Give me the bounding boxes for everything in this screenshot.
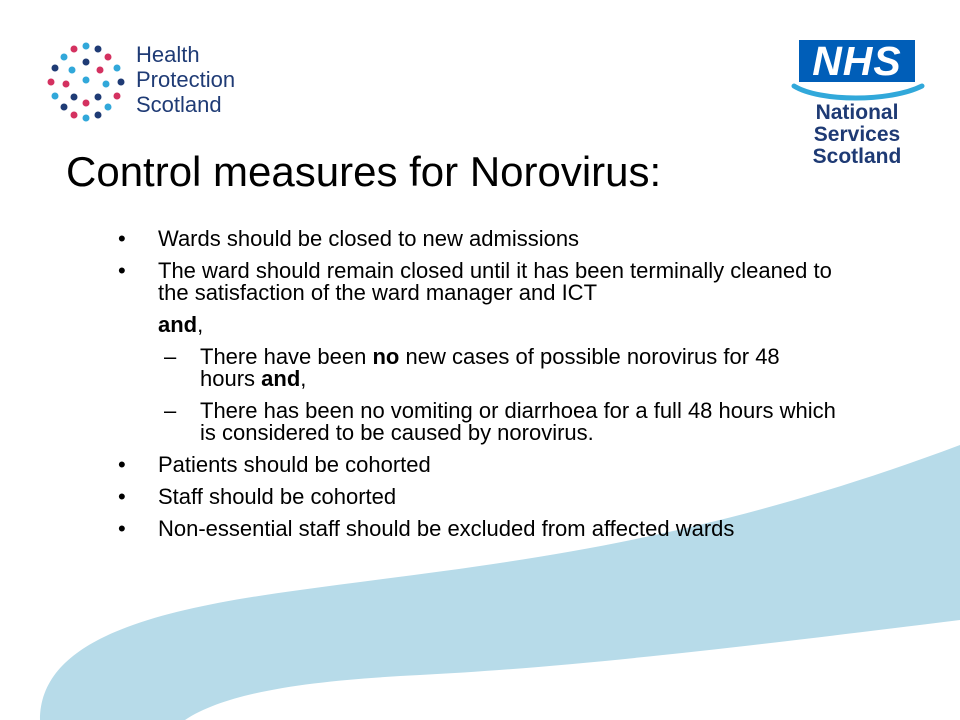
bullet-text: Patients should be cohorted <box>158 452 431 477</box>
list-item <box>118 518 838 540</box>
and-line <box>118 314 838 336</box>
nhs-logo-line-2: Services <box>813 123 901 146</box>
slide-title: Control measures for Norovirus: <box>66 148 662 195</box>
nhs-mark: NHS <box>799 40 915 82</box>
dash-icon: – <box>164 344 177 369</box>
bullet-text: Staff should be cohorted <box>158 484 397 509</box>
hps-logo-line-3: Scotland <box>136 92 222 117</box>
sub-text-emphasis: and <box>261 366 301 391</box>
sub-text: There has been no vomiting or diarrhoea for a full 48 hours which is considered to be caused by norovirus. <box>200 398 836 445</box>
bullet-icon: • <box>118 516 126 541</box>
dash-icon: – <box>164 398 177 423</box>
hps-dots-icon <box>44 40 128 124</box>
hps-logo-line-2: Protection <box>136 67 236 92</box>
bullet-icon: • <box>118 452 126 477</box>
nhs-national-services-scotland-logo <box>790 34 930 174</box>
list-item <box>118 260 838 304</box>
bullet-icon: • <box>118 484 126 509</box>
list-item <box>118 454 838 476</box>
sub-text-part: , <box>300 366 307 391</box>
nhs-logo-line-1: National <box>815 101 899 124</box>
sub-text-part: new cases of possible norovirus for 48 hours <box>200 344 780 391</box>
bullet-icon: • <box>118 258 126 283</box>
sub-text-part: There have been <box>200 344 373 369</box>
bullet-text: The ward should remain closed until it has been terminally cleaned to the satisfaction of the ward manager and ICT <box>158 258 832 305</box>
bullet-list <box>118 228 838 550</box>
sub-text-emphasis: no <box>372 344 400 369</box>
health-protection-scotland-logo <box>44 40 254 124</box>
list-item <box>118 228 838 250</box>
sub-list-item <box>118 400 838 444</box>
hps-logo-line-1: Health <box>136 42 200 67</box>
bullet-icon: • <box>118 226 126 251</box>
list-item <box>118 486 838 508</box>
and-comma: , <box>197 312 204 337</box>
nhs-logo-line-3: Scotland <box>812 145 902 168</box>
and-word: and <box>158 312 198 337</box>
bullet-text: Non-essential staff should be excluded from affected wards <box>158 516 735 541</box>
bullet-text: Wards should be closed to new admissions <box>158 226 580 251</box>
sub-list-item <box>118 346 838 390</box>
